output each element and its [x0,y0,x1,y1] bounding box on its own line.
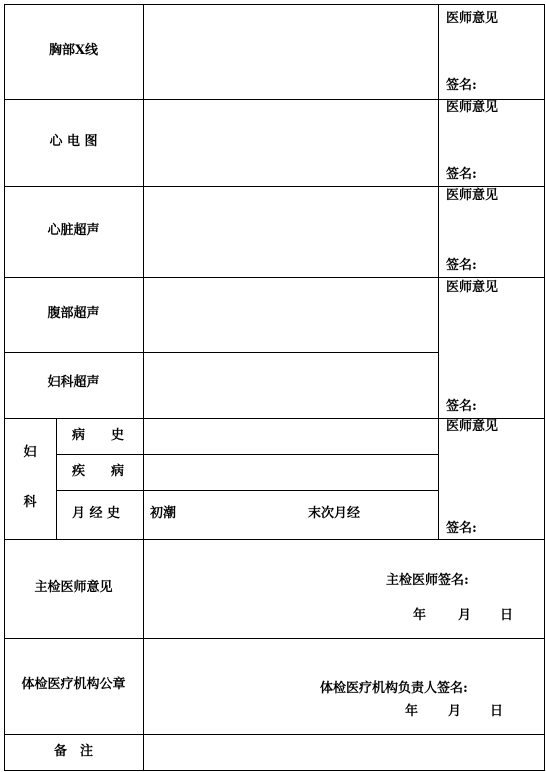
abdominal-ultrasound-opinion-label: 医师意见 [446,280,499,295]
chest-xray-result-field[interactable] [144,5,438,99]
remarks-field[interactable] [144,735,544,770]
row-chest-xray [4,4,143,99]
history-label: 病 史 [72,428,125,443]
gynecology-opinion-label: 医师意见 [446,419,499,434]
disease-field[interactable] [144,455,438,490]
chief-date-year: 年 [413,608,427,623]
cardiac-ultrasound-signature-label: 签名: [446,258,477,273]
row-ecg [4,99,143,186]
remarks-label: 备 注 [53,744,93,759]
gyn-ultrasound-result-field[interactable] [144,353,438,418]
chief-examiner-field[interactable] [144,540,544,638]
institution-date-day: 日 [490,704,504,719]
gynecology-label-cell [4,418,56,539]
gynecology-label-bottom: 科 [23,495,37,510]
abdominal-ultrasound-result-field[interactable] [144,278,438,352]
chief-examiner-label-cell [4,539,143,638]
chest-xray-signature-label: 签名: [446,78,477,93]
chief-examiner-signature-label: 主检医师签名: [386,573,469,588]
chest-xray-label: 胸部X线 [48,43,99,58]
institution-seal-field[interactable] [144,639,544,734]
gynecology-label-top: 妇 [23,445,37,460]
menstrual-history-label: 月 经 史 [72,506,121,521]
remarks-label-cell [4,734,143,770]
chief-examiner-label: 主检医师意见 [34,580,113,595]
institution-head-signature-label: 体检医疗机构负责人签名: [320,681,468,696]
disease-label: 疾 病 [72,464,125,479]
ecg-opinion-label: 医师意见 [446,100,499,115]
disease-label-cell [57,455,143,490]
row-gyn-ultrasound [4,352,143,418]
institution-seal-label-cell [4,638,143,734]
ecg-opinion-field[interactable] [439,100,544,186]
gynecology-signature-label: 签名: [446,521,477,536]
ecg-result-field[interactable] [144,100,438,186]
ultrasound-opinion-field[interactable] [439,278,544,418]
gynecology-opinion-field[interactable] [439,419,544,539]
gyn-ultrasound-signature-label: 签名: [446,399,477,414]
row-cardiac-ultrasound [4,186,143,277]
institution-date-year: 年 [405,704,419,719]
institution-date-month: 月 [448,704,462,719]
ecg-signature-label: 签名: [446,167,477,182]
menarche-label: 初潮 [150,506,177,521]
institution-seal-label: 体检医疗机构公章 [21,677,126,692]
row-abdominal-ultrasound [4,277,143,352]
chest-xray-opinion-field[interactable] [439,5,544,99]
cardiac-ultrasound-opinion-field[interactable] [439,187,544,277]
menstrual-label-cell [57,491,143,539]
chief-date-day: 日 [500,608,514,623]
last-period-label: 末次月经 [308,506,361,521]
chest-xray-opinion-label: 医师意见 [446,11,499,26]
gyn-ultrasound-label: 妇科超声 [47,375,100,390]
cardiac-ultrasound-opinion-label: 医师意见 [446,188,499,203]
abdominal-ultrasound-label: 腹部超声 [47,306,100,321]
ecg-label: 心 电 图 [49,134,98,149]
menstrual-history-field[interactable] [144,491,438,539]
chief-date-month: 月 [458,608,472,623]
history-label-cell [57,419,143,454]
cardiac-ultrasound-label: 心脏超声 [47,223,100,238]
cardiac-ultrasound-result-field[interactable] [144,187,438,277]
history-field[interactable] [144,419,438,454]
